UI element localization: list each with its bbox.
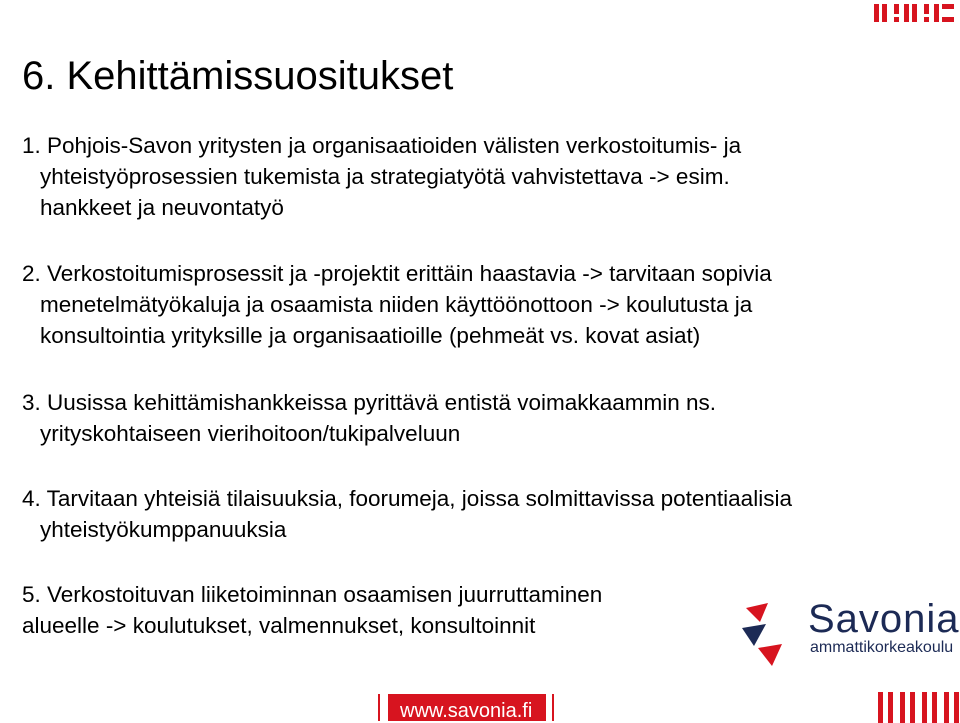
logo-subtitle: ammattikorkeakoulu	[810, 639, 954, 656]
recommendation-line: yhteistyökumppanuuksia	[40, 517, 287, 542]
recommendation-line: 1. Pohjois-Savon yritysten ja organisaatioiden välisten verkostoitumis- ja	[22, 133, 742, 158]
recommendation-line: 4. Tarvitaan yhteisiä tilaisuuksia, foorumeja, joissa solmittavissa potentiaalisia	[22, 486, 792, 511]
recommendation-line: yrityskohtaiseen vierihoitoon/tukipalveluun	[40, 421, 461, 446]
footer-url-link[interactable]: www.savonia.fi	[400, 700, 533, 722]
recommendation-line: 3. Uusissa kehittämishankkeissa pyrittävä entistä voimakkaammin ns.	[22, 390, 717, 415]
page-title: 6. Kehittämissuositukset	[22, 54, 454, 98]
recommendation-line: 2. Verkostoitumisprosessit ja -projektit erittäin haastavia -> tarvitaan sopivia	[22, 261, 772, 286]
recommendation-5	[22, 579, 602, 641]
recommendation-line: alueelle -> koulutukset, valmennukset, konsultoinnit	[22, 613, 536, 638]
recommendation-line: konsultointia yrityksille ja organisaatioille (pehmeät vs. kovat asiat)	[40, 323, 701, 348]
recommendation-line: yhteistyöprosessien tukemista ja strategiatyötä vahvistettava -> esim.	[40, 164, 730, 189]
recommendation-line: hankkeet ja neuvontatyö	[40, 195, 284, 220]
recommendation-line: 5. Verkostoituvan liiketoiminnan osaamisen juurruttaminen	[22, 582, 603, 607]
recommendation-4	[22, 483, 792, 545]
top-stripes-decoration	[870, 0, 960, 26]
recommendation-line: menetelmätyökaluja ja osaamista niiden käyttöönottoon -> koulutusta ja	[40, 292, 753, 317]
recommendation-1	[22, 130, 741, 223]
recommendation-2	[22, 258, 772, 351]
recommendation-3	[22, 387, 716, 449]
logo-wordmark: Savonia	[808, 597, 960, 641]
